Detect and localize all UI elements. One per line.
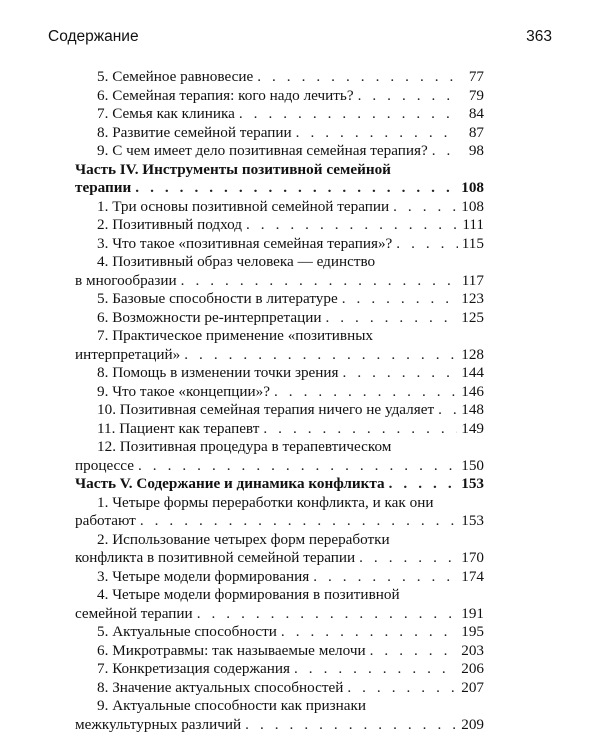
toc-entry-continuation: межкультурных различий bbox=[75, 715, 242, 733]
toc-entry-page: 174 bbox=[461, 567, 484, 585]
toc-entry-page: 98 bbox=[468, 142, 484, 159]
toc-entry-line1 bbox=[75, 438, 484, 457]
toc-entry-text: Позитивная процедура в терапевтическом bbox=[119, 438, 392, 455]
leader-dots bbox=[296, 124, 458, 143]
leader-dots bbox=[393, 198, 457, 217]
toc-entry-number: 5. bbox=[97, 623, 109, 640]
leader-dots bbox=[389, 475, 458, 494]
toc-entry bbox=[75, 105, 484, 124]
toc-entry-number: 7. bbox=[97, 105, 109, 122]
toc-entry bbox=[75, 290, 484, 309]
toc-entry-page: 117 bbox=[461, 271, 484, 289]
toc-entry-number: 9. bbox=[97, 382, 109, 400]
toc-entry-title bbox=[97, 105, 235, 124]
leader-dots bbox=[257, 68, 458, 87]
toc-entry-line1 bbox=[75, 253, 484, 272]
toc-entry-text: Что такое «концепции»? bbox=[112, 382, 271, 400]
leader-dots bbox=[432, 142, 458, 161]
toc-entry-line1 bbox=[75, 697, 484, 716]
toc-entry-title bbox=[97, 420, 259, 439]
leader-dots bbox=[246, 216, 458, 235]
toc-entry-page: 149 bbox=[461, 419, 484, 437]
toc-entry-page: 153 bbox=[461, 512, 484, 529]
leader-dots bbox=[274, 383, 457, 402]
toc-entry-number: 8. bbox=[97, 364, 109, 381]
toc-entry-page: 195 bbox=[461, 623, 484, 640]
toc-entry-text: Три основы позитивной семейной терапии bbox=[112, 197, 390, 215]
toc-entry-continuation: процессе bbox=[75, 456, 134, 474]
toc-entry-line1 bbox=[75, 531, 484, 550]
leader-dots bbox=[359, 549, 457, 568]
toc-entry-title bbox=[97, 216, 242, 235]
toc-entry-number: 1. bbox=[97, 493, 109, 511]
toc-entry bbox=[75, 568, 484, 587]
toc-entry bbox=[75, 623, 484, 642]
toc-entry-number: 8. bbox=[97, 678, 109, 696]
toc-entry-line2 bbox=[75, 512, 484, 531]
toc-entry-text: Семья как клиника bbox=[112, 105, 235, 122]
leader-dots bbox=[181, 272, 458, 291]
toc-entry-page: 191 bbox=[461, 604, 484, 622]
toc-entry bbox=[75, 87, 484, 106]
toc-entry-page: 170 bbox=[461, 549, 484, 566]
toc-entry bbox=[75, 679, 484, 698]
toc-entry-title bbox=[97, 364, 339, 383]
table-of-contents bbox=[75, 68, 484, 734]
toc-entry-number: 6. bbox=[97, 641, 109, 659]
toc-entry-title bbox=[97, 660, 290, 679]
part-heading-continuation: терапии bbox=[75, 179, 132, 196]
toc-entry-page: 87 bbox=[468, 123, 484, 141]
toc-entry-text: Четыре модели формирования в позитивной bbox=[112, 586, 400, 603]
part-heading-page: 108 bbox=[461, 179, 484, 196]
toc-entry-line2 bbox=[75, 457, 484, 476]
toc-entry bbox=[75, 124, 484, 143]
toc-entry-page: 84 bbox=[468, 105, 484, 122]
toc-entry-page: 79 bbox=[468, 86, 484, 104]
toc-entry-text: Позитивный подход bbox=[112, 216, 242, 233]
toc-entry bbox=[75, 198, 484, 217]
toc-entry-page: 207 bbox=[461, 678, 484, 696]
toc-entry-text: Четыре формы переработки конфликта, и как они bbox=[112, 493, 434, 511]
toc-entry-continuation: в многообразии bbox=[75, 271, 177, 289]
toc-entry-text: Базовые способности в литературе bbox=[112, 290, 338, 307]
toc-entry-number: 3. bbox=[97, 234, 109, 252]
toc-entry-title bbox=[97, 142, 428, 161]
toc-entry-number: 6. bbox=[97, 308, 109, 326]
toc-entry-text: Позитивный образ человека — единство bbox=[112, 253, 376, 270]
toc-entry-text: С чем имеет дело позитивная семейная терапия? bbox=[112, 142, 428, 159]
toc-entry-title bbox=[97, 383, 270, 402]
toc-entry-number: 9. bbox=[97, 142, 109, 159]
toc-entry-text: Четыре модели формирования bbox=[112, 567, 310, 585]
toc-entry-text: Значение актуальных способностей bbox=[112, 678, 344, 696]
toc-entry-number: 5. bbox=[97, 290, 109, 307]
toc-entry-page: 128 bbox=[461, 345, 484, 363]
leader-dots bbox=[135, 179, 457, 198]
toc-entry-title bbox=[97, 235, 392, 254]
toc-entry-page: 111 bbox=[462, 216, 484, 233]
toc-entry-continuation: интерпретаций» bbox=[75, 345, 181, 363]
toc-entry-text: Позитивная семейная терапия ничего не удаляет bbox=[119, 401, 435, 418]
leader-dots bbox=[239, 105, 458, 124]
toc-entry-number: 4. bbox=[97, 586, 109, 603]
part-heading-title: Часть V. Содержание и динамика конфликта bbox=[75, 475, 385, 492]
toc-entry-number: 7. bbox=[97, 660, 109, 677]
toc-entry-page: 203 bbox=[461, 641, 484, 659]
toc-entry-title bbox=[97, 198, 389, 217]
toc-entry-text: Что такое «позитивная семейная терапия»? bbox=[112, 234, 393, 252]
toc-entry-continuation: работают bbox=[75, 512, 136, 529]
toc-entry-number: 3. bbox=[97, 567, 109, 585]
toc-entry-line1 bbox=[75, 327, 484, 346]
running-head bbox=[48, 28, 552, 50]
toc-entry bbox=[75, 660, 484, 679]
toc-entry bbox=[75, 364, 484, 383]
toc-entry-line2 bbox=[75, 605, 484, 624]
toc-entry-continuation: семейной терапии bbox=[75, 604, 193, 622]
toc-entry-text: Актуальные способности как признаки bbox=[112, 697, 367, 714]
part-heading-page: 153 bbox=[461, 475, 484, 492]
leader-dots bbox=[438, 401, 457, 420]
toc-entry-title bbox=[97, 679, 343, 698]
leader-dots bbox=[342, 290, 457, 309]
toc-entry-page: 77 bbox=[468, 68, 484, 85]
toc-entry-text: Возможности ре-интерпретации bbox=[112, 308, 322, 326]
toc-entry-number: 1. bbox=[97, 197, 109, 215]
toc-entry bbox=[75, 642, 484, 661]
toc-entry-number: 2. bbox=[97, 530, 109, 548]
leader-dots bbox=[358, 87, 458, 106]
toc-entry bbox=[75, 401, 484, 420]
leader-dots bbox=[325, 309, 457, 328]
toc-entry-page: 146 bbox=[461, 382, 484, 400]
leader-dots bbox=[263, 420, 457, 439]
part-heading-line1: Часть IV. Инструменты позитивной семейной bbox=[75, 160, 391, 178]
leader-dots bbox=[184, 346, 457, 365]
toc-entry bbox=[75, 216, 484, 235]
toc-entry-line2 bbox=[75, 716, 484, 735]
toc-entry-title bbox=[97, 124, 292, 143]
toc-entry-text: Использование четырех форм переработки bbox=[112, 530, 390, 548]
toc-entry-title bbox=[97, 568, 309, 587]
toc-entry-text: Семейное равновесие bbox=[112, 68, 254, 85]
part-heading-line2 bbox=[75, 179, 484, 198]
toc-entry-number: 10. bbox=[97, 401, 116, 418]
toc-entry-line2 bbox=[75, 272, 484, 291]
toc-entry bbox=[75, 68, 484, 87]
running-head-title: Содержание bbox=[48, 28, 139, 45]
toc-entry-text: Конкретизация содержания bbox=[112, 660, 290, 677]
toc-entry-title bbox=[97, 309, 321, 328]
toc-entry-title bbox=[97, 623, 277, 642]
leader-dots bbox=[294, 660, 457, 679]
toc-entry-number: 8. bbox=[97, 123, 109, 141]
toc-entry-number: 6. bbox=[97, 86, 109, 104]
toc-entry-text: Актуальные способности bbox=[112, 623, 277, 640]
toc-entry-page: 123 bbox=[461, 290, 484, 307]
toc-entry-line2 bbox=[75, 549, 484, 568]
toc-entry-text: Пациент как терапевт bbox=[119, 419, 260, 437]
toc-entry-number: 5. bbox=[97, 68, 109, 85]
toc-entry-title bbox=[97, 401, 434, 420]
toc-entry-page: 209 bbox=[461, 715, 484, 733]
toc-entry-page: 115 bbox=[461, 234, 484, 252]
leader-dots bbox=[281, 623, 457, 642]
toc-entry-text: Помощь в изменении точки зрения bbox=[112, 364, 339, 381]
toc-entry-title bbox=[97, 290, 338, 309]
toc-entry-line1 bbox=[75, 586, 484, 605]
leader-dots bbox=[140, 512, 457, 531]
toc-entry bbox=[75, 142, 484, 161]
toc-entry-line1 bbox=[75, 494, 484, 513]
toc-entry-title bbox=[97, 87, 354, 106]
leader-dots bbox=[245, 716, 457, 735]
toc-entry-text: Практическое применение «позитивных bbox=[112, 327, 374, 344]
toc-entry-line2 bbox=[75, 346, 484, 365]
toc-entry-number: 12. bbox=[97, 438, 116, 455]
leader-dots bbox=[347, 679, 457, 698]
toc-entry bbox=[75, 420, 484, 439]
toc-entry-page: 150 bbox=[461, 456, 484, 474]
running-head-page-number: 363 bbox=[526, 28, 552, 45]
toc-entry-number: 2. bbox=[97, 216, 109, 233]
leader-dots bbox=[313, 568, 457, 587]
toc-entry-page: 108 bbox=[461, 197, 484, 215]
toc-entry-title bbox=[97, 642, 366, 661]
leader-dots bbox=[396, 235, 457, 254]
toc-entry-text: Развитие семейной терапии bbox=[112, 123, 292, 141]
leader-dots bbox=[370, 642, 458, 661]
toc-entry bbox=[75, 383, 484, 402]
toc-entry bbox=[75, 309, 484, 328]
toc-entry-page: 125 bbox=[461, 308, 484, 326]
toc-entry bbox=[75, 235, 484, 254]
toc-entry-page: 144 bbox=[461, 364, 484, 381]
toc-entry-page: 206 bbox=[461, 660, 484, 677]
toc-entry-number: 11. bbox=[97, 419, 116, 437]
toc-entry-number: 4. bbox=[97, 253, 109, 270]
toc-entry-page: 148 bbox=[461, 401, 484, 418]
toc-entry-text: Микротравмы: так называемые мелочи bbox=[112, 641, 366, 659]
leader-dots bbox=[197, 605, 458, 624]
toc-entry-number: 9. bbox=[97, 697, 109, 714]
leader-dots bbox=[343, 364, 458, 383]
leader-dots bbox=[138, 457, 457, 476]
toc-entry-text: Семейная терапия: кого надо лечить? bbox=[112, 86, 354, 104]
part-heading bbox=[75, 475, 484, 494]
toc-entry-continuation: конфликта в позитивной семейной терапии bbox=[75, 549, 356, 566]
toc-entry-title bbox=[97, 68, 253, 87]
toc-entry-number: 7. bbox=[97, 327, 109, 344]
